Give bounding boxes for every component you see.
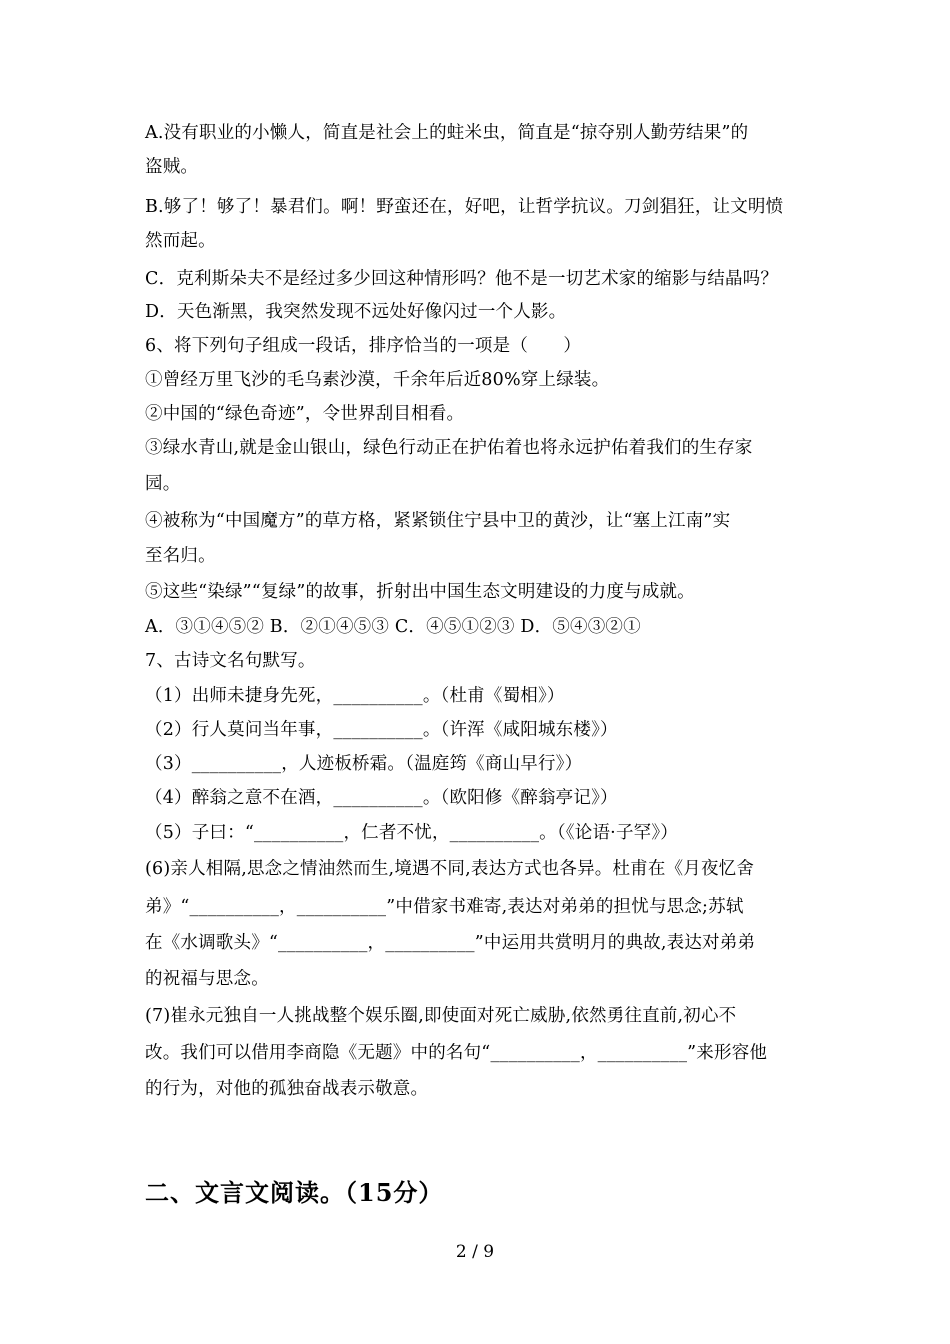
question-6-stem: 6、将下列句子组成一段话，排序恰当的一项是（ ） <box>145 336 582 356</box>
q7-item-4: （4）醉翁之意不在酒，__________。（欧阳修《醉翁亭记》） <box>145 788 618 808</box>
q6-options: A．③①④⑤② B．②①④⑤③ C．④⑤①②③ D．⑤④③②① <box>145 617 641 637</box>
q6-sentence-2: ②中国的“绿色奇迹”，令世界刮目相看。 <box>145 404 465 424</box>
q7-item-5: （5）子曰：“__________，仁者不忧，__________。（《论语·子罕》） <box>145 823 678 843</box>
question-7-stem: 7、古诗文名句默写。 <box>145 651 316 671</box>
q7-item-2: （2）行人莫问当年事，__________。（许浑《咸阳城东楼》） <box>145 720 618 740</box>
q7-item-7-line-1: (7)崔永元独自一人挑战整个娱乐圈,即使面对死亡威胁,依然勇往直前,初心不 <box>145 1006 737 1026</box>
option-b-line-1: B.够了！够了！暴君们。啊！野蛮还在，好吧，让哲学抗议。刀剑猖狂，让文明愤 <box>145 197 784 217</box>
q7-item-6-line-3: 在《水调歌头》“__________，__________”中运用共赏明月的典故,表达对弟弟 <box>145 933 756 953</box>
q7-item-6-line-2: 弟》“__________，__________”中借家书难寄,表达对弟弟的担忧与思念;苏轼 <box>145 897 744 917</box>
option-a-line-1: A.没有职业的小懒人，简直是社会上的蛀米虫，简直是“掠夺别人勤劳结果”的 <box>145 123 749 143</box>
q7-item-7-line-3: 的行为，对他的孤独奋战表示敬意。 <box>145 1079 429 1099</box>
q7-item-1: （1）出师未捷身先死，__________。（杜甫《蜀相》） <box>145 686 565 706</box>
q6-sentence-3-line-2: 园。 <box>145 474 181 494</box>
q6-sentence-5: ⑤这些“染绿”“复绿”的故事，折射出中国生态文明建设的力度与成就。 <box>145 582 695 602</box>
option-a-line-2: 盗贼。 <box>145 157 199 177</box>
q6-sentence-4-line-2: 至名归。 <box>145 546 216 566</box>
option-d-line: D．天色渐黑，我突然发现不远处好像闪过一个人影。 <box>145 302 567 322</box>
q6-sentence-3-line-1: ③绿水青山,就是金山银山，绿色行动正在护佑着也将永远护佑着我们的生存家 <box>145 438 753 458</box>
option-b-line-2: 然而起。 <box>145 231 216 251</box>
section-heading: 二、文言文阅读。（15分） <box>145 1178 444 1207</box>
q6-sentence-4-line-1: ④被称为“中国魔方”的草方格，紧紧锁住宁县中卫的黄沙，让“塞上江南”实 <box>145 511 731 531</box>
q7-item-7-line-2: 改。我们可以借用李商隐《无题》中的名句“__________，__________”来形容他 <box>145 1043 768 1063</box>
option-c-line: C．克利斯朵夫不是经过多少回这种情形吗？他不是一切艺术家的缩影与结晶吗？ <box>145 269 779 289</box>
q7-item-3: （3）__________，人迹板桥霜。（温庭筠《商山早行》） <box>145 754 583 774</box>
q6-sentence-1: ①曾经万里飞沙的毛乌素沙漠，千余年后近80%穿上绿装。 <box>145 370 610 390</box>
page-number: 2 / 9 <box>455 1242 495 1262</box>
q7-item-6-line-4: 的祝福与思念。 <box>145 969 269 989</box>
q7-item-6-line-1: (6)亲人相隔,思念之情油然而生,境遇不同,表达方式也各异。杜甫在《月夜忆舍 <box>145 859 755 879</box>
